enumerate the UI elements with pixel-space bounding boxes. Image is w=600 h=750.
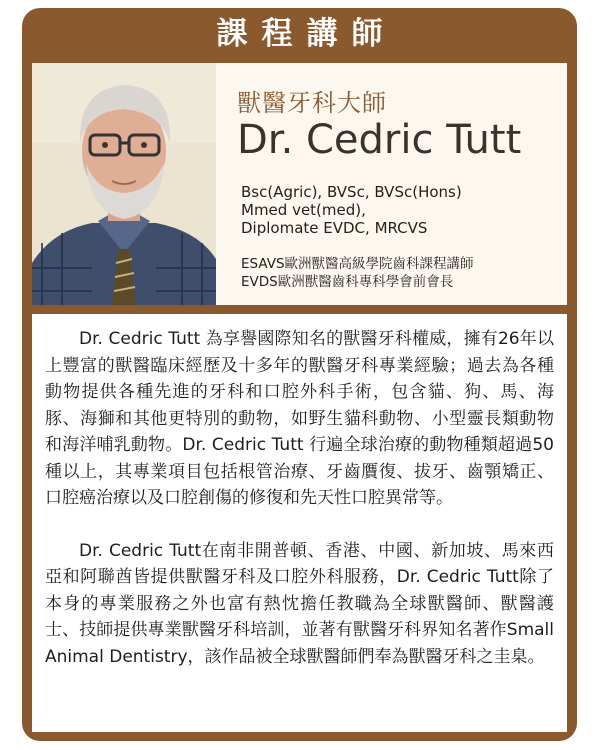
bio-paragraph: Dr. Cedric Tutt在南非開普頓、香港、中國、新加坡、馬來西亞和阿聯酋皆提供獸醫牙科及口腔外科服務，Dr. Cedric Tutt除了本身的專業服務之外也富有熱忱擔任教職為全球獸醫師、獸醫護士、技師提供專業獸醫牙科培訓，並著有獸醫牙科界知名著作Small Animal Dentistry，該作品被全球獸醫師們奉為獸醫牙科之圭臬。 xyxy=(45,540,554,667)
instructor-name: Dr. Cedric Tutt xyxy=(237,117,522,163)
affiliation-line: ESAVS歐洲獸醫高級學院齒科課程講師 xyxy=(241,256,474,272)
profile-panel xyxy=(32,63,567,305)
affiliations-block xyxy=(241,255,474,291)
credential-line: Bsc(Agric), BVSc, BVSc(Hons) xyxy=(241,183,462,201)
credentials-block xyxy=(241,183,462,237)
affiliation-line: EVDS歐洲獸醫齒科專科學會前會長 xyxy=(241,274,454,290)
credential-line: Mmed vet(med), xyxy=(241,201,366,219)
section-title: 課程講師 xyxy=(216,16,397,52)
portrait-image xyxy=(32,63,216,305)
instructor-subtitle: 獸醫牙科大師 xyxy=(237,89,387,117)
bio-paragraph: Dr. Cedric Tutt 為享譽國際知名的獸醫牙科權威，擁有26年以上豐富的獸醫臨床經歷及十多年的獸醫牙科專業經驗；過去為各種動物提供各種先進的牙科和口腔外科手術，包含貓、狗、馬、海豚、海獅和其他更特別的動物，如野生貓科動物、小型靈長類動物和海洋哺乳動物。Dr. Cedric Tutt 行遍全球治療的動物種類超過50種以上，其專業項目包括根管治療、牙齒贋復、拔牙、齒顎矯正、口腔癌治療以及口腔創傷的修復和先天性口腔異常等。 xyxy=(45,329,554,508)
credential-line: Diplomate EVDC, MRCVS xyxy=(241,219,428,237)
instructor-photo xyxy=(32,63,216,305)
instructor-card xyxy=(22,8,577,741)
biography-panel xyxy=(32,314,567,732)
